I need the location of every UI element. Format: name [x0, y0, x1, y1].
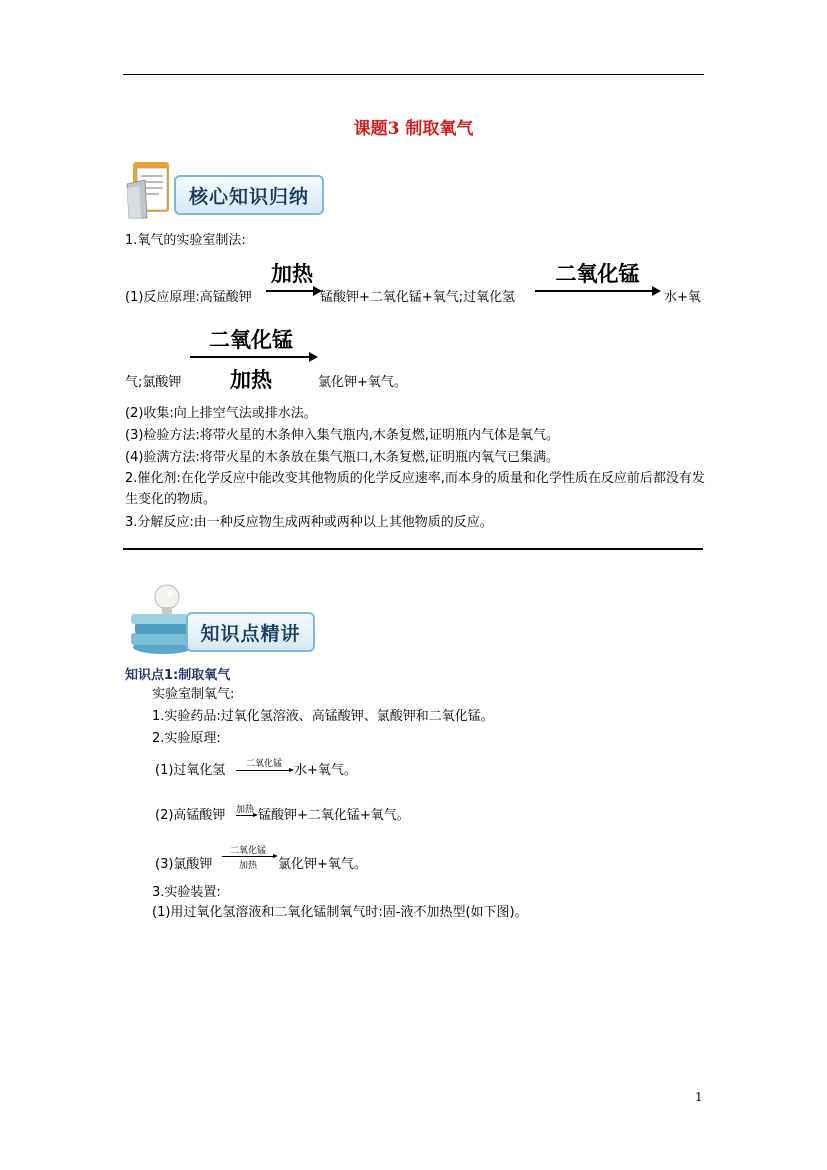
equation-3-products: 氯化钾+氧气。: [278, 857, 367, 872]
equation-1-condition: 二氧化锰: [245, 759, 282, 769]
reaction-1-products: 锰酸钾+二氧化锰+氧气;过氧化氢: [320, 290, 516, 305]
lab-principle-label: 2.实验原理:: [152, 731, 221, 746]
core-oxygen-lab-method: 1.氧气的实验室制法:: [125, 233, 246, 248]
equation-2-arrow: [236, 815, 254, 816]
lab-apparatus-label: 3.实验装置:: [152, 885, 221, 900]
reaction-arrow-2: [535, 290, 653, 292]
equation-3-reactant: (3)氯酸钾: [155, 857, 213, 872]
equation-2-reactant: (2)高锰酸钾: [155, 808, 226, 823]
condition-mno2-2: 二氧化锰: [209, 328, 293, 352]
folder-icon: [125, 158, 177, 220]
section-badge-detail: [186, 612, 315, 652]
equation-1-reactant: (1)过氧化氢: [155, 763, 226, 778]
condition-heat-1: 加热: [271, 262, 313, 286]
collection-method: (2)收集:向上排空气法或排水法。: [125, 406, 317, 421]
section-badge-core: [174, 175, 324, 215]
section-badge-detail-label: 知识点精讲: [200, 622, 301, 645]
header-rule: [123, 74, 704, 75]
equation-1-arrow: [236, 770, 290, 771]
equation-3-arrow: [222, 856, 274, 857]
full-check-method: (4)验满方法:将带火星的木条放在集气瓶口,木条复燃,证明瓶内氧气已集满。: [125, 450, 560, 465]
equation-1-products: 水+氧气。: [294, 763, 357, 778]
reaction-3-products: 氯化钾+氧气。: [318, 375, 407, 390]
condition-heat-2: 加热: [230, 368, 272, 392]
equation-3-condition-top: 二氧化锰: [229, 846, 266, 856]
reaction-arrow-3: [190, 356, 310, 358]
page-title: 课题3 制取氧气: [353, 119, 474, 139]
section-badge-core-label: 核心知识归纳: [188, 185, 309, 208]
lightbulb-books-icon: [125, 577, 195, 657]
equation-2-products: 锰酸钾+二氧化锰+氧气。: [258, 808, 410, 823]
condition-mno2-1: 二氧化锰: [555, 262, 640, 286]
reaction-3-reactant: 气;氯酸钾: [125, 375, 182, 390]
section-divider: [123, 548, 703, 550]
reaction-principle-label: (1)反应原理:高锰酸钾: [125, 290, 252, 305]
reaction-arrow-1: [266, 290, 314, 292]
lab-apparatus-type: (1)用过氧化氢溶液和二氧化锰制氧气时:固-液不加热型(如下图)。: [152, 905, 528, 920]
lab-reagents: 1.实验药品:过氧化氢溶液、高锰酸钾、氯酸钾和二氧化锰。: [152, 709, 494, 724]
lab-oxygen-intro: 实验室制氧气:: [152, 687, 235, 702]
decomposition-definition: 3.分解反应:由一种反应物生成两种或两种以上其他物质的反应。: [125, 515, 493, 530]
page-number: 1: [695, 1090, 703, 1104]
reaction-2-products: 水+氧: [664, 290, 701, 305]
test-method: (3)检验方法:将带火星的木条伸入集气瓶内,木条复燃,证明瓶内气体是氧气。: [125, 428, 560, 443]
equation-2-condition: 加热: [235, 805, 254, 815]
knowledge-point-heading: 知识点1:制取氧气: [125, 668, 231, 683]
catalyst-definition: 2.催化剂:在化学反应中能改变其他物质的化学反应速率,而本身的质量和化学性质在反应前后都没有发生变化的物质。: [125, 471, 705, 507]
equation-3-condition-bottom: 加热: [238, 861, 257, 871]
